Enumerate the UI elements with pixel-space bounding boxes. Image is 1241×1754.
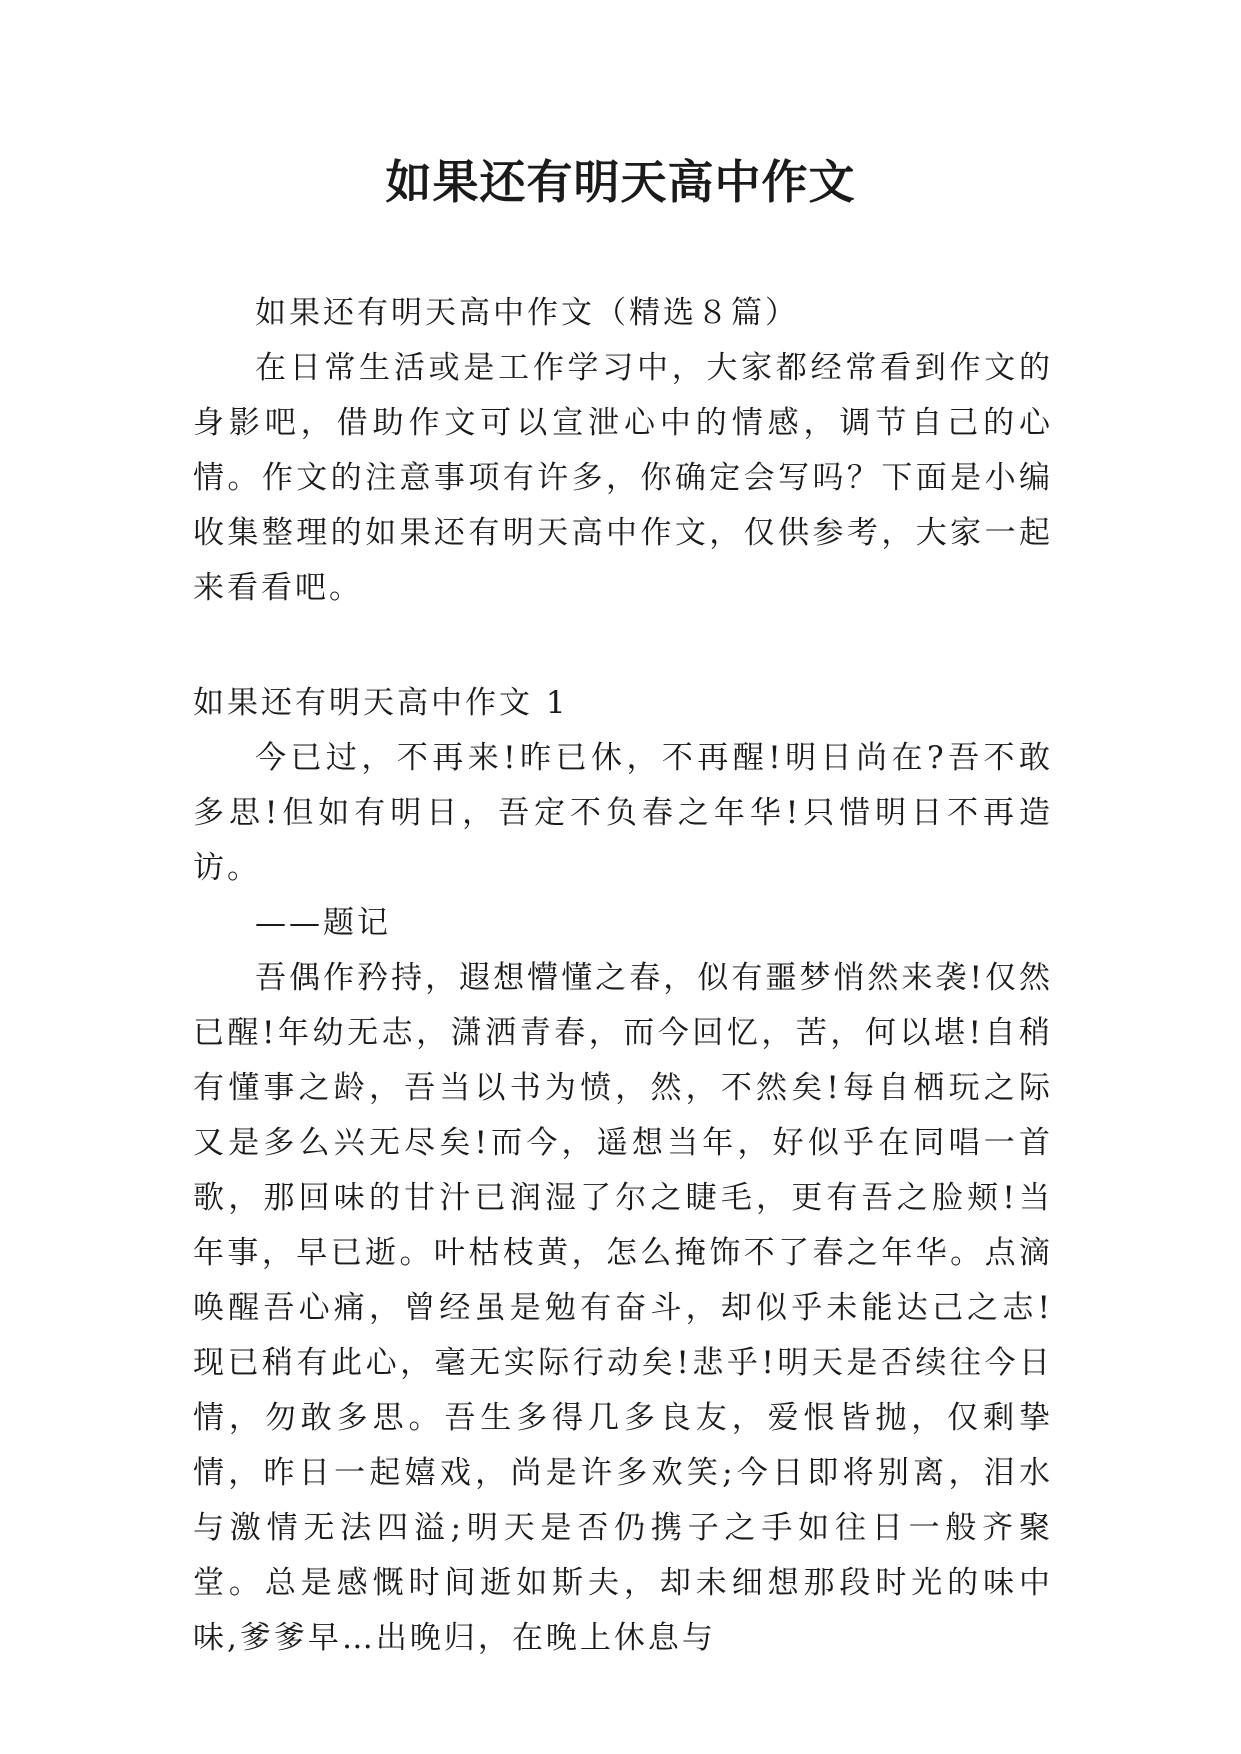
document-subtitle: 如果还有明天高中作文（精选８篇） — [255, 295, 799, 331]
document-title: 如果还有明天高中作文 — [385, 155, 856, 209]
epigraph: ——题记 — [255, 905, 391, 941]
section-heading: 如果还有明天高中作文 1 — [193, 685, 569, 721]
document-body — [193, 286, 1053, 1666]
body-paragraph: 今已过，不再来!昨已休，不再醒!明日尚在?吾不敢多思!但如有明日，吾定不负春之年华!只惜明日不再造访。 — [193, 740, 1053, 886]
body-paragraph: 吾偶作矜持，遐想懵懂之春，似有噩梦悄然来袭!仅然已醒!年幼无志，潇洒青春，而今回忆，苦，何以堪!自稍有懂事之龄，吾当以书为愤，然，不然矣!每自栖玩之际又是多么兴无尽矣!而今，遥想当年，好似乎在同唱一首歌，那回味的甘汁已润湿了尔之睫毛，更有吾之脸颊!当年事，早已逝。叶枯枝黄，怎么掩饰不了春之年华。点滴唤醒吾心痛，曾经虽是勉有奋斗，却似乎未能达己之志!现已稍有此心，毫无实际行动矣!悲乎!明天是否续往今日情，勿敢多思。吾生多得几多良友，爱恨皆抛，仅剩挚情，昨日一起嬉戏，尚是许多欢笑;今日即将别离，泪水与激情无法四溢;明天是否仍携子之手如往日一般齐聚堂。总是感慨时间逝如斯夫，却未细想那段时光的味中味,爹爹早…出晚归，在晚上休息与 — [193, 960, 1053, 1656]
intro-paragraph: 在日常生活或是工作学习中，大家都经常看到作文的身影吧，借助作文可以宣泄心中的情感，调节自己的心情。作文的注意事项有许多，你确定会写吗？下面是小编收集整理的如果还有明天高中作文，仅供参考，大家一起来看看吧。 — [193, 350, 1053, 606]
